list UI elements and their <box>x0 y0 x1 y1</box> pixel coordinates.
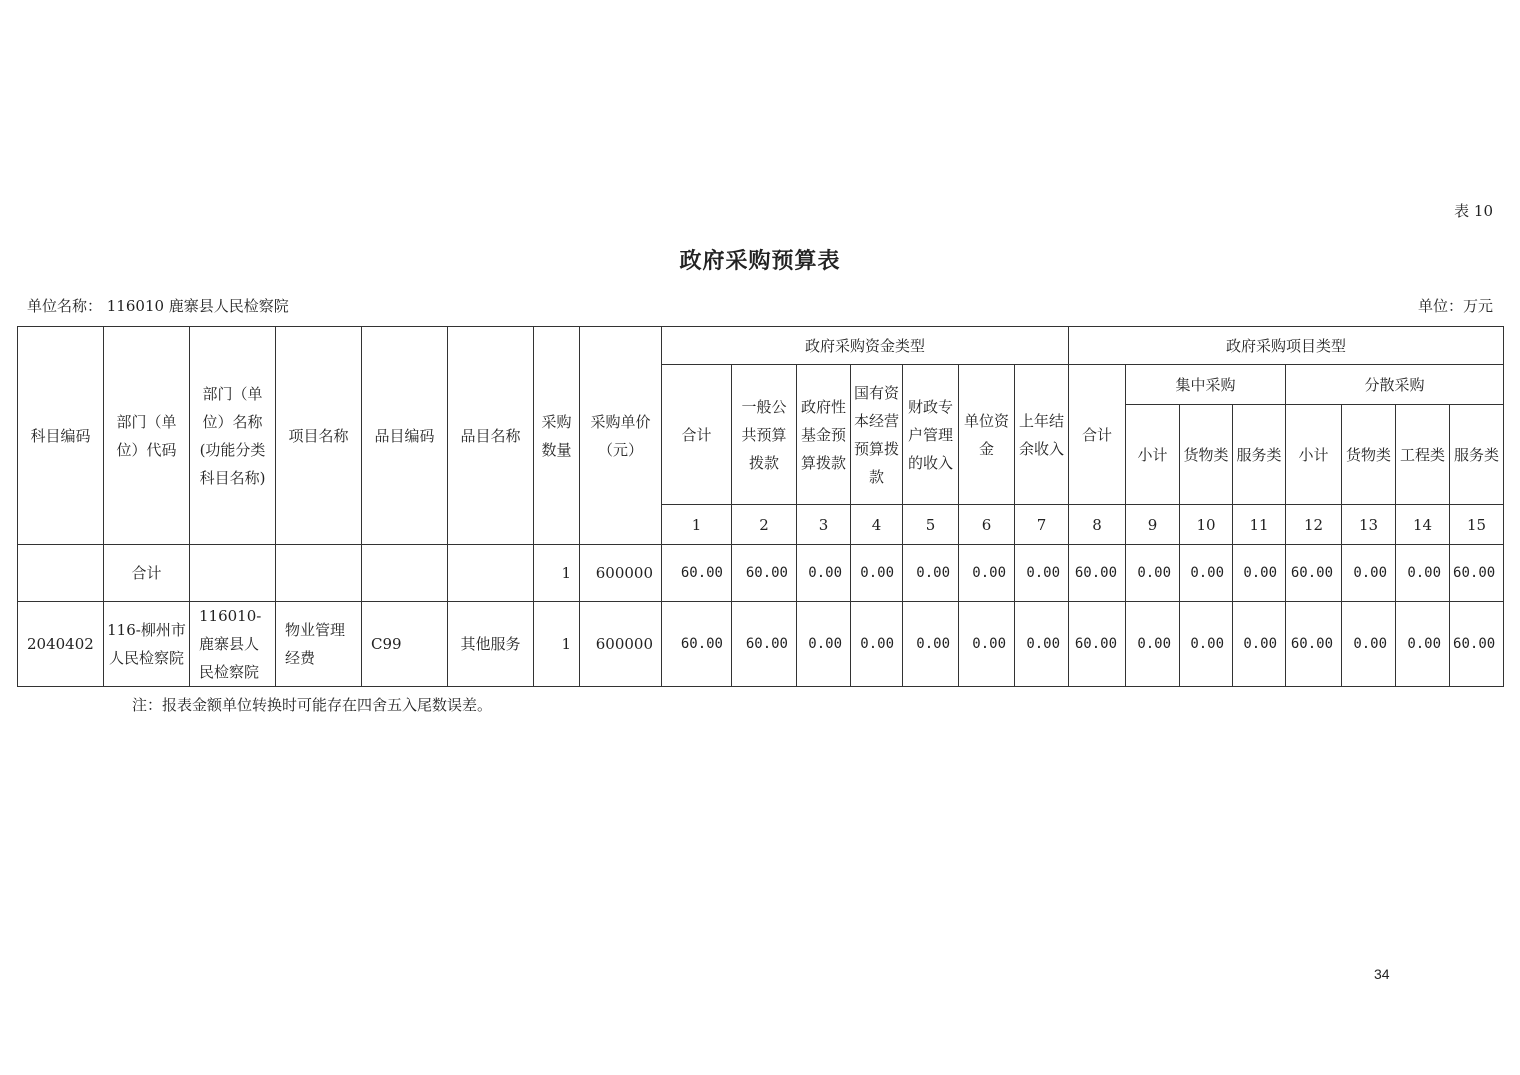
row-value: 0.00 <box>1342 602 1396 687</box>
page-title: 政府采购预算表 <box>679 248 841 274</box>
total-subject-code <box>18 545 104 602</box>
header-d-service: 服务类 <box>1450 405 1504 505</box>
row-value: 60.00 <box>732 602 797 687</box>
unit-name: 单位名称： 116010 鹿寨县人民检察院 <box>27 297 289 315</box>
header-d-subtotal: 小计 <box>1286 405 1342 505</box>
row-unit-price: 600000 <box>580 602 662 687</box>
col-number: 10 <box>1180 505 1233 545</box>
row-value: 0.00 <box>1180 602 1233 687</box>
header-state-capital: 国有资本经营预算拨款 <box>851 365 903 505</box>
header-decentralized: 分散采购 <box>1286 365 1504 405</box>
table-row <box>18 602 1504 687</box>
header-unit-price: 采购单价（元） <box>580 327 662 545</box>
header-centralized: 集中采购 <box>1126 365 1286 405</box>
total-value: 0.00 <box>959 545 1015 602</box>
col-number: 8 <box>1069 505 1126 545</box>
row-value: 0.00 <box>959 602 1015 687</box>
col-number: 12 <box>1286 505 1342 545</box>
total-item-name <box>448 545 534 602</box>
header-d-engineering: 工程类 <box>1396 405 1450 505</box>
col-number: 4 <box>851 505 903 545</box>
total-item-code <box>362 545 448 602</box>
row-value: 0.00 <box>1396 602 1450 687</box>
total-value: 0.00 <box>1342 545 1396 602</box>
footnote: 注：报表金额单位转换时可能存在四舍五入尾数误差。 <box>132 696 493 714</box>
col-number: 2 <box>732 505 797 545</box>
header-project-name: 项目名称 <box>276 327 362 545</box>
row-subject-code: 2040402 <box>18 602 104 687</box>
row-value: 0.00 <box>797 602 851 687</box>
total-row <box>18 545 1504 602</box>
row-value: 0.00 <box>1233 602 1286 687</box>
row-item-code: C99 <box>362 602 448 687</box>
total-value: 60.00 <box>732 545 797 602</box>
header-fund-total: 合计 <box>662 365 732 505</box>
total-value: 60.00 <box>1069 545 1126 602</box>
header-last-year: 上年结余收入 <box>1015 365 1069 505</box>
currency-unit: 单位：万元 <box>1417 297 1493 315</box>
total-value: 0.00 <box>903 545 959 602</box>
header-gov-fund: 政府性基金预算拨款 <box>797 365 851 505</box>
row-value: 60.00 <box>662 602 732 687</box>
total-value: 0.00 <box>1233 545 1286 602</box>
col-number: 11 <box>1233 505 1286 545</box>
total-value: 0.00 <box>1180 545 1233 602</box>
total-project-name <box>276 545 362 602</box>
total-value: 60.00 <box>662 545 732 602</box>
row-value: 0.00 <box>851 602 903 687</box>
procurement-budget-table <box>17 326 1504 687</box>
col-number: 5 <box>903 505 959 545</box>
total-value: 0.00 <box>1396 545 1450 602</box>
header-d-goods: 货物类 <box>1342 405 1396 505</box>
header-fund-type: 政府采购资金类型 <box>662 327 1069 365</box>
row-value: 60.00 <box>1450 602 1504 687</box>
total-unit-price: 600000 <box>580 545 662 602</box>
row-project-name: 物业管理经费 <box>276 602 362 687</box>
header-proj-total: 合计 <box>1069 365 1126 505</box>
header-project-type: 政府采购项目类型 <box>1069 327 1504 365</box>
total-quantity: 1 <box>534 545 580 602</box>
row-value: 0.00 <box>903 602 959 687</box>
header-subject-code: 科目编码 <box>18 327 104 545</box>
row-dept-name: 116010-鹿寨县人民检察院 <box>190 602 276 687</box>
total-value: 60.00 <box>1450 545 1504 602</box>
header-general-budget: 一般公共预算拨款 <box>732 365 797 505</box>
header-quantity: 采购数量 <box>534 327 580 545</box>
total-value: 0.00 <box>1015 545 1069 602</box>
header-dept-name: 部门（单位）名称(功能分类科目名称) <box>190 327 276 545</box>
col-number: 14 <box>1396 505 1450 545</box>
page-number: 34 <box>1374 966 1390 982</box>
header-c-subtotal: 小计 <box>1126 405 1180 505</box>
header-item-name: 品目名称 <box>448 327 534 545</box>
row-value: 0.00 <box>1126 602 1180 687</box>
row-item-name: 其他服务 <box>448 602 534 687</box>
total-value: 0.00 <box>797 545 851 602</box>
col-number: 13 <box>1342 505 1396 545</box>
row-value: 60.00 <box>1286 602 1342 687</box>
col-number: 3 <box>797 505 851 545</box>
row-value: 60.00 <box>1069 602 1126 687</box>
total-value: 0.00 <box>1126 545 1180 602</box>
total-label: 合计 <box>104 545 190 602</box>
total-value: 0.00 <box>851 545 903 602</box>
total-value: 60.00 <box>1286 545 1342 602</box>
header-c-goods: 货物类 <box>1180 405 1233 505</box>
row-dept-code: 116-柳州市人民检察院 <box>104 602 190 687</box>
header-dept-code: 部门（单位）代码 <box>104 327 190 545</box>
col-number: 1 <box>662 505 732 545</box>
total-dept-name <box>190 545 276 602</box>
table-number: 表 10 <box>1454 202 1493 220</box>
col-number: 7 <box>1015 505 1069 545</box>
col-number: 15 <box>1450 505 1504 545</box>
header-unit-fund: 单位资金 <box>959 365 1015 505</box>
header-item-code: 品目编码 <box>362 327 448 545</box>
header-c-service: 服务类 <box>1233 405 1286 505</box>
row-quantity: 1 <box>534 602 580 687</box>
header-special-account: 财政专户管理的收入 <box>903 365 959 505</box>
col-number: 6 <box>959 505 1015 545</box>
row-value: 0.00 <box>1015 602 1069 687</box>
col-number: 9 <box>1126 505 1180 545</box>
